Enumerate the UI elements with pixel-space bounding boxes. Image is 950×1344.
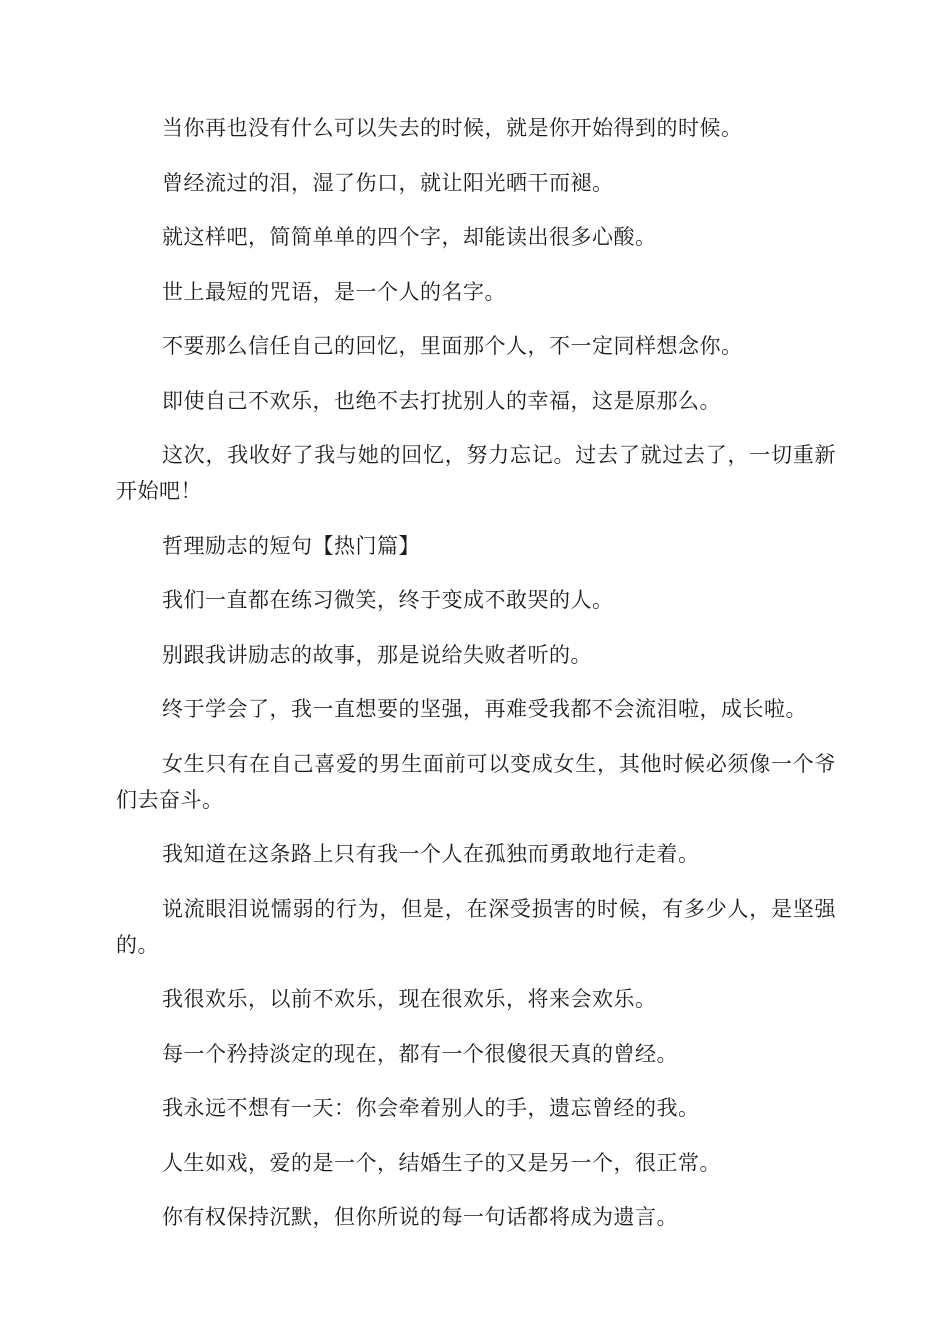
paragraph: 女生只有在自己喜爱的男生面前可以变成女生，其他时候必须像一个爷们去奋斗。 [116, 751, 836, 812]
paragraph: 我们一直都在练习微笑，终于变成不敢哭的人。 [162, 588, 614, 612]
paragraph: 我很欢乐，以前不欢乐，现在很欢乐，将来会欢乐。 [162, 987, 657, 1011]
paragraph: 曾经流过的泪，湿了伤口，就让阳光晒干而褪。 [162, 170, 614, 195]
paragraph: 世上最短的咒语，是一个人的名字。 [162, 279, 506, 304]
paragraph: 我知道在这条路上只有我一个人在孤独而勇敢地行走着。 [162, 842, 700, 866]
paragraph: 当你再也没有什么可以失去的时候，就是你开始得到的时候。 [162, 116, 743, 140]
paragraph: 不要那么信任自己的回忆，里面那个人，不一定同样想念你。 [162, 334, 743, 358]
paragraph: 别跟我讲励志的故事，那是说给失败者听的。 [162, 642, 592, 667]
document-body [116, 110, 836, 1254]
paragraph: 终于学会了，我一直想要的坚强，再难受我都不会流泪啦，成长啦。 [162, 697, 807, 721]
paragraph: 每一个矜持淡定的现在，都有一个很傻很天真的曾经。 [162, 1041, 678, 1066]
paragraph: 说流眼泪说懦弱的行为，但是，在深受损害的时候，有多少人，是坚强的。 [116, 896, 836, 957]
paragraph: 即使自己不欢乐，也绝不去打扰别人的幸福，这是原那么。 [162, 388, 721, 413]
paragraph: 我永远不想有一天：你会牵着别人的手，遗忘曾经的我。 [162, 1096, 700, 1120]
section-heading: 哲理励志的短句【热门篇】 [162, 533, 420, 558]
paragraph: 就这样吧，简简单单的四个字，却能读出很多心酸。 [162, 225, 657, 249]
paragraph: 你有权保持沉默，但你所说的每一句话都将成为遗言。 [162, 1205, 678, 1229]
paragraph: 人生如戏，爱的是一个，结婚生子的又是另一个，很正常。 [162, 1150, 721, 1175]
paragraph: 这次，我收好了我与她的回忆，努力忘记。过去了就过去了，一切重新开始吧！ [116, 443, 836, 503]
